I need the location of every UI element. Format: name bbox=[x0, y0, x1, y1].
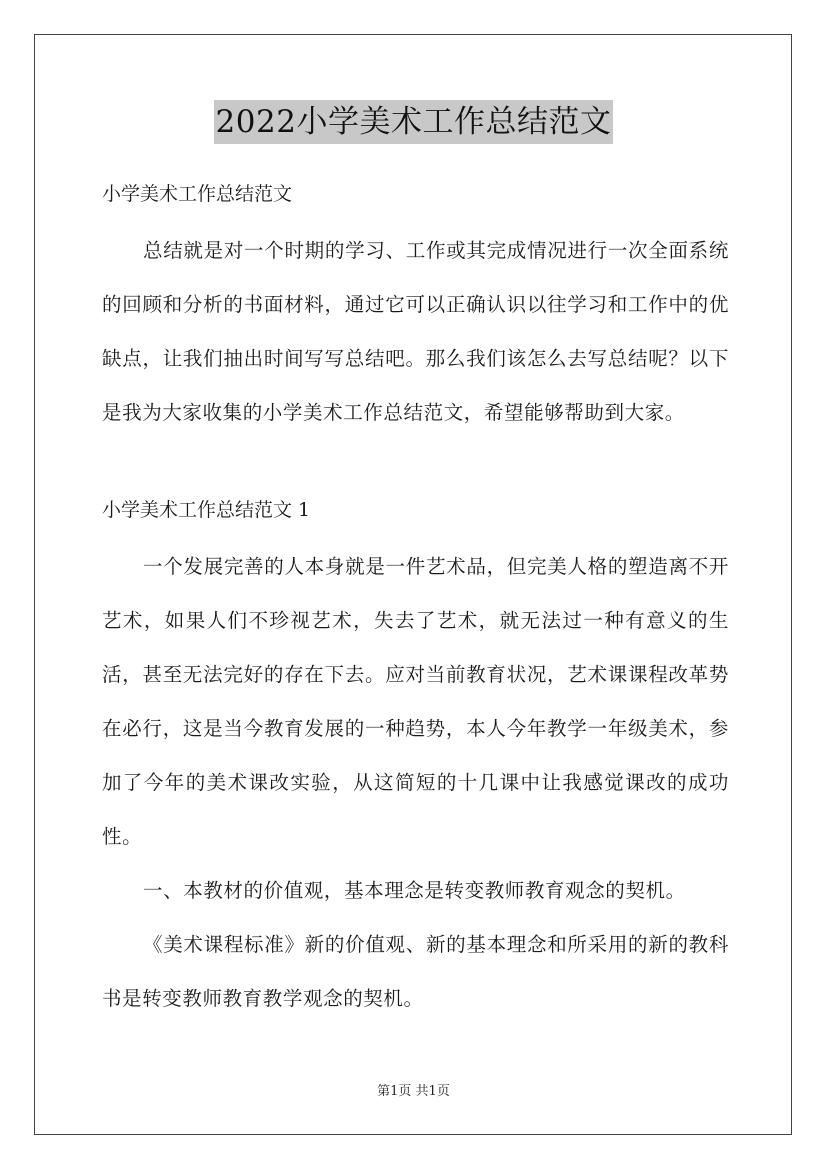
section-heading: 小学美术工作总结范文 1 bbox=[102, 499, 311, 521]
paragraph: 《美术课程标准》新的价值观、新的基本理念和所采用的新的教科书是转变教师教育教学观念的契机。 bbox=[102, 933, 729, 1010]
paragraph: 总结就是对一个时期的学习、工作或其完成情况进行一次全面系统的回顾和分析的书面材料，通过它可以正确认识以往学习和工作中的优缺点，让我们抽出时间写写总结吧。那么我们该怎么去写总结呢？以下是我为大家收集的小学美术工作总结范文，希望能够帮助到大家。 bbox=[102, 239, 729, 424]
document-title: 2022小学美术工作总结范文 bbox=[214, 100, 614, 144]
spacer bbox=[102, 530, 729, 540]
spacer bbox=[102, 440, 729, 490]
paragraph: 一、本教材的价值观，基本理念是转变教师教育观念的契机。 bbox=[143, 879, 686, 902]
title-wrap bbox=[0, 100, 827, 144]
paragraph: 一个发展完善的人本身就是一件艺术品，但完美人格的塑造离不开艺术，如果人们不珍视艺术，失去了艺术，就无法过一种有意义的生活，甚至无法完好的存在下去。应对当前教育状况，艺术课课程改革势在必行，这是当今教育发展的一种趋势，本人今年教学一年级美术，参加了今年的美术课改实验，从这简短的十几课中让我感觉课改的成功性。 bbox=[102, 555, 729, 848]
section-heading: 小学美术工作总结范文 bbox=[102, 183, 293, 205]
spacer bbox=[102, 214, 729, 224]
page-footer: 第1页 共1页 bbox=[377, 1084, 450, 1099]
document-body bbox=[102, 174, 729, 1026]
